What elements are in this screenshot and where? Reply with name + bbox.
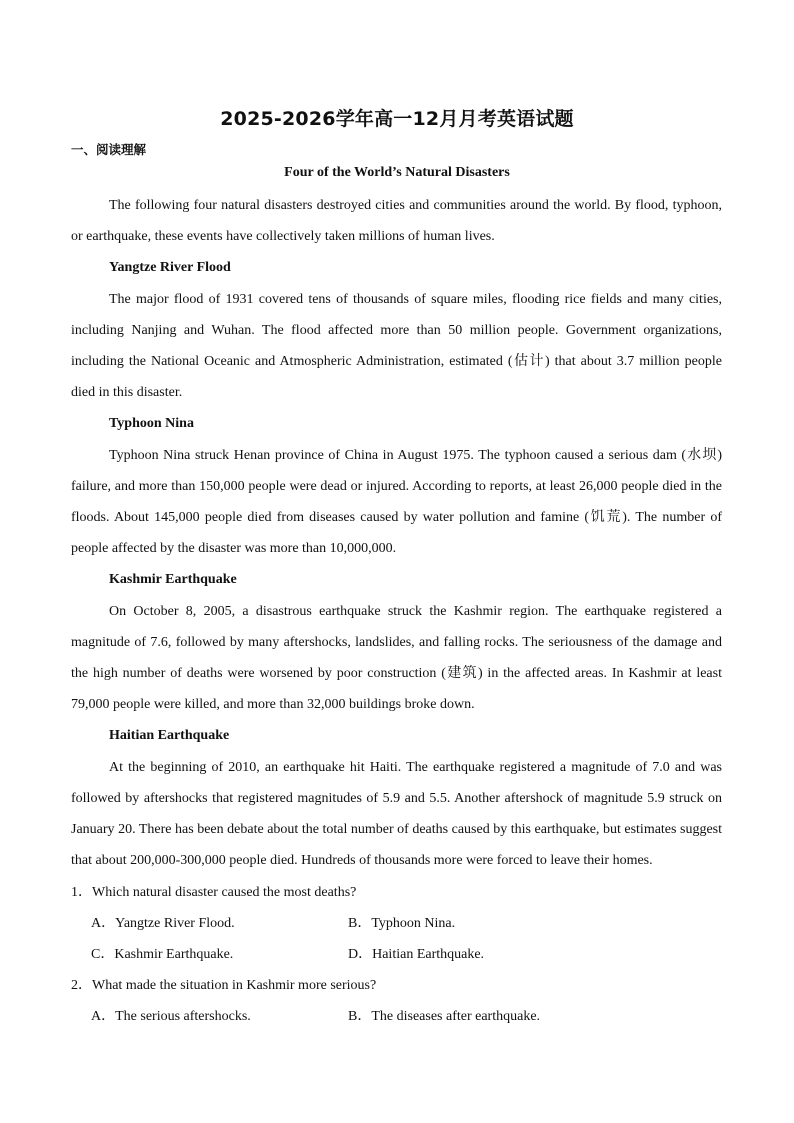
- question-list: [71, 877, 722, 1032]
- option-a[interactable]: A．Yangtze River Flood.: [91, 916, 235, 931]
- option-group: [71, 908, 722, 970]
- passage-intro: The following four natural disasters destroyed cities and communities around the world. By flood, typhoon, or earthquake, these events have collectively taken millions of human lives.: [71, 198, 722, 245]
- option-b[interactable]: B．The diseases after earthquake.: [348, 1009, 541, 1024]
- option-group: [71, 1001, 722, 1032]
- section-text-yangtze: The major flood of 1931 covered tens of thousands of square miles, flooding rice fields and many cities, including Nanjing and Wuhan. The flood affected more than 50 million people. Government organizations, including the National Oceanic and Atmospheric Administration, estimated (估计) that about 3.7 million people died in this disaster.: [71, 291, 722, 401]
- question-stem: 1．Which natural disaster caused the most deaths?: [71, 885, 357, 900]
- section-text-kashmir: On October 8, 2005, a disastrous earthquake struck the Kashmir region. The earthquake registered a magnitude of 7.6, followed by many aftershocks, landslides, and falling rocks. The seriousness of the damage and the high number of deaths were worsened by poor construction (建筑) in the affected areas. In Kashmir at least 79,000 people were killed, and more than 32,000 buildings broke down.: [71, 603, 722, 713]
- question-stem: 2．What made the situation in Kashmir more serious?: [71, 978, 377, 993]
- section-heading-yangtze: Yangtze River Flood: [109, 260, 231, 276]
- passage-body: [71, 190, 722, 876]
- option-d[interactable]: D．Haitian Earthquake.: [348, 947, 485, 962]
- section-label: 一、阅读理解: [71, 142, 147, 157]
- section-heading-kashmir: Kashmir Earthquake: [109, 572, 237, 588]
- page-title: 2025-2026学年高一12月月考英语试题: [220, 108, 574, 130]
- passage-title: Four of the World’s Natural Disasters: [284, 165, 510, 180]
- question-1: [71, 877, 722, 970]
- question-2: [71, 970, 722, 1032]
- option-a[interactable]: A．The serious aftershocks.: [91, 1009, 251, 1024]
- section-text-nina: Typhoon Nina struck Henan province of China in August 1975. The typhoon caused a serious dam (水坝) failure, and more than 150,000 people were dead or injured. According to reports, at least 26,000 people died in the floods. About 145,000 people died from diseases caused by water pollution and famine (饥荒). The number of people affected by the disaster was more than 10,000,000.: [71, 447, 722, 557]
- section-heading-haiti: Haitian Earthquake: [109, 728, 230, 744]
- section-text-haiti: At the beginning of 2010, an earthquake hit Haiti. The earthquake registered a magnitude of 7.0 and was followed by aftershocks that registered magnitudes of 5.9 and 5.5. Another aftershock of magnitude 5.9 struck on January 20. There has been debate about the total number of deaths caused by this earthquake, but estimates suggest that about 200,000-300,000 people died. Hundreds of thousands more were forced to leave their homes.: [71, 759, 722, 869]
- section-heading-nina: Typhoon Nina: [109, 416, 194, 432]
- option-b[interactable]: B．Typhoon Nina.: [348, 916, 456, 931]
- option-c[interactable]: C．Kashmir Earthquake.: [91, 947, 234, 962]
